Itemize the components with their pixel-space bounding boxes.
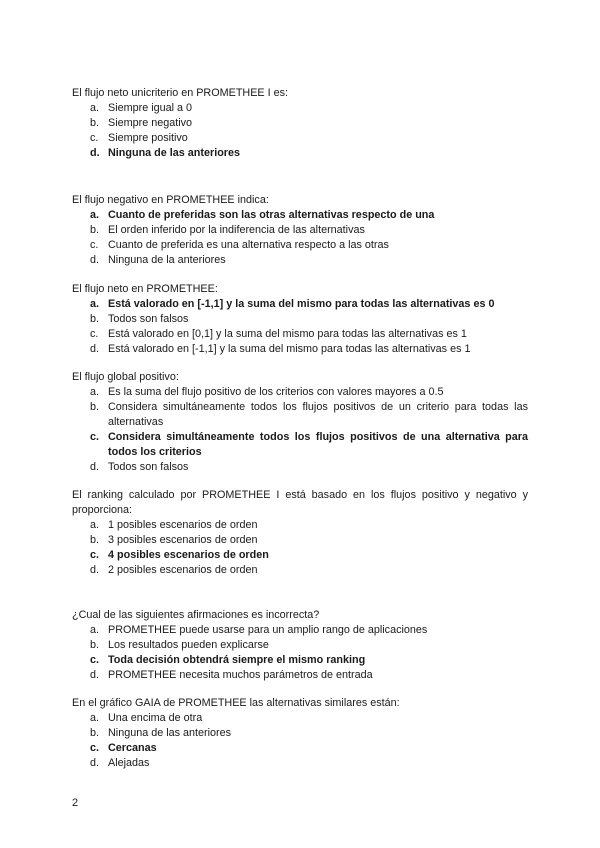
option-a: a. Siempre igual a 0 (90, 102, 193, 114)
option-list (72, 208, 528, 268)
option-b: b. Ninguna de las anteriores (90, 727, 232, 739)
option-d: d. PROMETHEE necesita muchos parámetros de entrada (90, 669, 373, 681)
option-a-correct: a. Cuanto de preferidas son las otras alternativas respecto de una (90, 209, 435, 221)
option-d: d. Todos son falsos (90, 461, 189, 473)
option-b: b. 3 posibles escenarios de orden (90, 534, 258, 546)
option-a: a. PROMETHEE puede usarse para un amplio rango de aplicaciones (90, 624, 428, 636)
option-c: c. Está valorado en [0,1] y la suma del mismo para todas las alternativas es 1 (90, 328, 467, 340)
question-4 (72, 370, 528, 475)
question-text: El flujo negativo en PROMETHEE indica: (72, 194, 269, 206)
option-a: a. Una encima de otra (90, 712, 203, 724)
option-list (72, 623, 528, 683)
option-b: b. Siempre negativo (90, 117, 193, 129)
option-list (72, 711, 528, 771)
option-b: b. El orden inferido por la indiferencia de las alternativas (90, 224, 365, 236)
option-d: d. Ninguna de la anteriores (90, 254, 226, 266)
option-list (72, 385, 528, 475)
page-number: 2 (72, 797, 79, 809)
question-text: El flujo global positivo: (72, 371, 179, 383)
question-text: El flujo neto en PROMETHEE: (72, 283, 218, 295)
option-c-correct: c. Toda decisión obtendrá siempre el mismo ranking (90, 654, 366, 666)
option-d: d. Está valorado en [-1,1] y la suma del mismo para todas las alternativas es 1 (90, 343, 471, 355)
option-a-correct: a. Está valorado en [-1,1] y la suma del mismo para todas las alternativas es 0 (90, 298, 495, 310)
option-a: a. Es la suma del flujo positivo de los criterios con valores mayores a 0.5 (90, 386, 444, 398)
question-text: En el gráfico GAIA de PROMETHEE las alternativas similares están: (72, 697, 400, 709)
option-c: c. Siempre positivo (90, 132, 188, 144)
option-d-correct: d. Ninguna de las anteriores (90, 147, 240, 159)
question-5 (72, 488, 528, 578)
option-c-correct: c. 4 posibles escenarios de orden (90, 549, 269, 561)
option-list (72, 101, 528, 161)
option-b: b. Todos son falsos (90, 313, 189, 325)
question-text: El flujo neto unicriterio en PROMETHEE I es: (72, 87, 289, 99)
option-list (72, 518, 528, 578)
question-text: ¿Cual de las siguientes afirmaciones es incorrecta? (72, 609, 320, 621)
option-b: b. Considera simultáneamente todos los flujos positivos de un criterio para todas las alternativas (90, 401, 528, 428)
question-1 (72, 86, 528, 161)
question-3 (72, 282, 528, 357)
option-list (72, 297, 528, 357)
question-text: El ranking calculado por PROMETHEE I está basado en los flujos positivo y negativo y proporciona: (72, 489, 528, 516)
question-7 (72, 696, 528, 771)
option-c: c. Cuanto de preferida es una alternativa respecto a las otras (90, 239, 389, 251)
option-b: b. Los resultados pueden explicarse (90, 639, 269, 651)
option-d: d. Alejadas (90, 757, 150, 769)
question-6 (72, 608, 528, 683)
option-c-correct: c. Considera simultáneamente todos los flujos positivos de una alternativa para todos los criterios (90, 431, 528, 458)
option-a: a. 1 posibles escenarios de orden (90, 519, 258, 531)
question-2 (72, 193, 528, 268)
option-c-correct: c. Cercanas (90, 742, 157, 754)
option-d: d. 2 posibles escenarios de orden (90, 564, 258, 576)
